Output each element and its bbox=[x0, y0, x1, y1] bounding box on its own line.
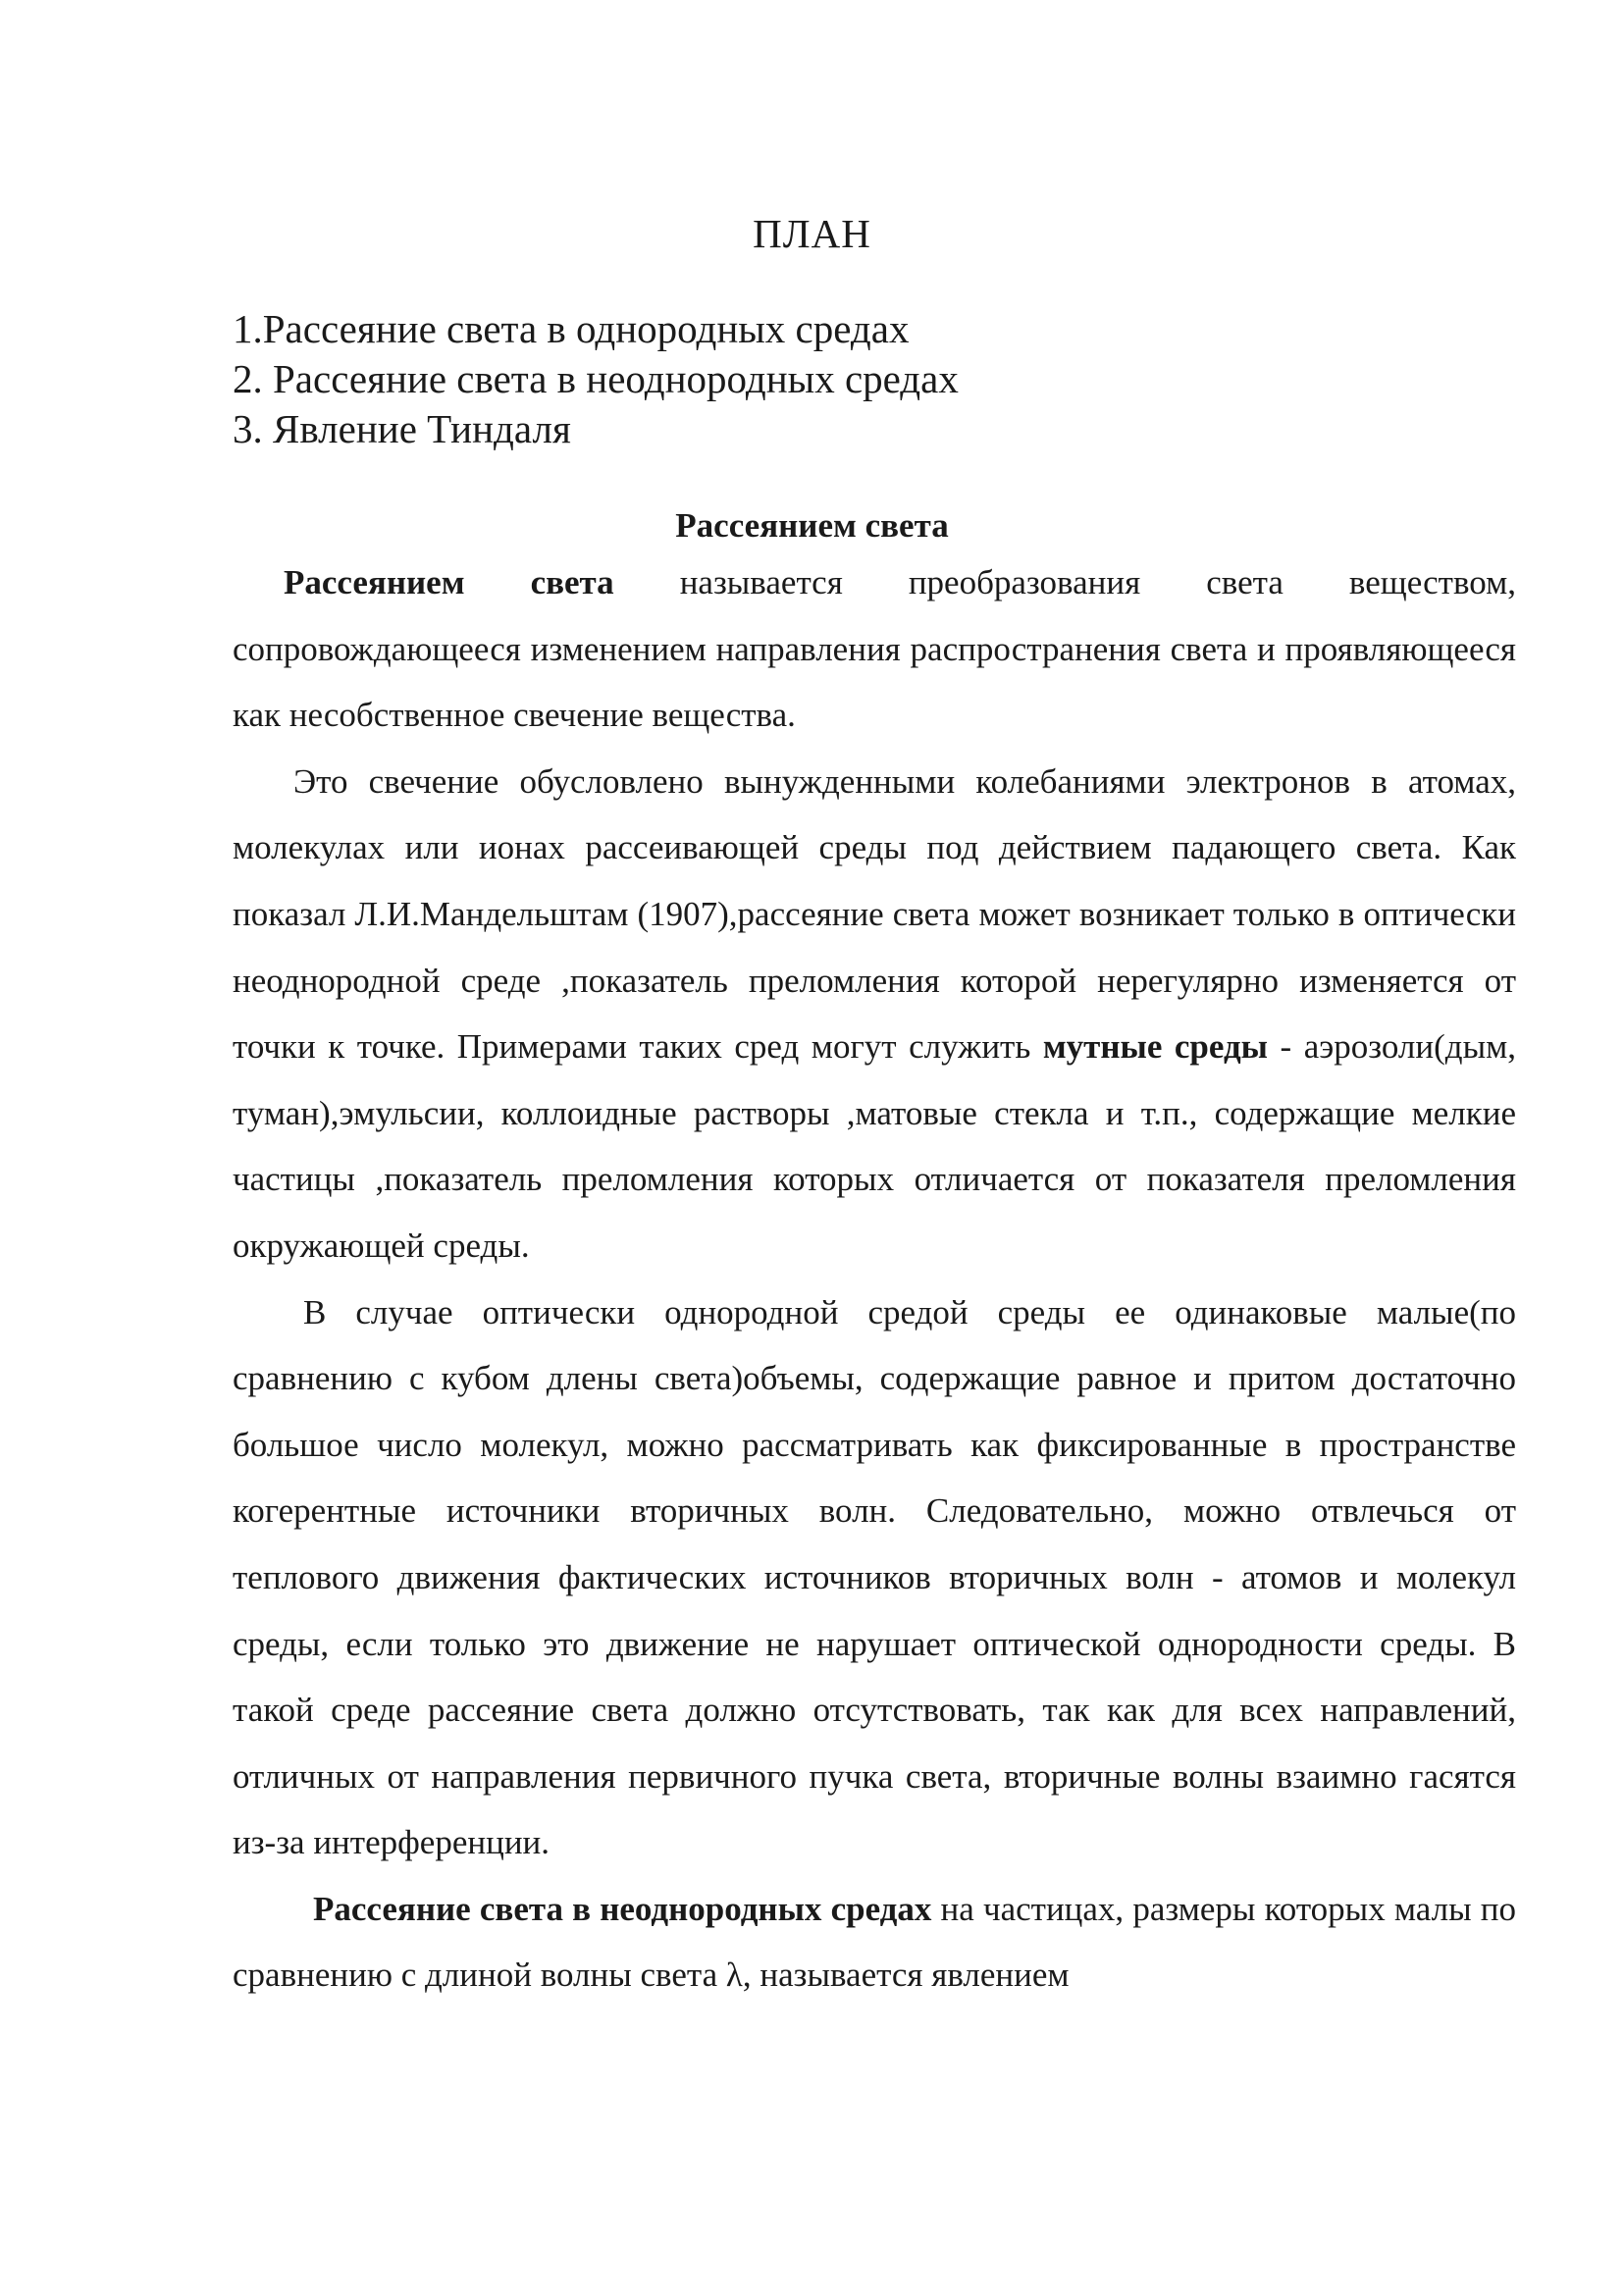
plan-list bbox=[233, 304, 959, 454]
paragraph-mechanism-text-before: Это свечение обусловлено вынужденными колебаниями электронов в атомах, молекулах или ионах рассеивающей среды под действием падающего света. Как показал Л.И.Мандельштам (1907),рассеяние света может возникает только в оптически неоднородной среде ,показатель преломления которой нерегулярно изменяется от точки к точке. Примерами таких сред могут служить bbox=[233, 761, 1516, 1067]
paragraph-inhomogeneous-term: Рассеяние света в неоднородных средах bbox=[313, 1889, 932, 1928]
paragraph-definition bbox=[233, 549, 1516, 749]
section-heading: Рассеянием света bbox=[675, 506, 949, 545]
paragraph-definition-term: Рассеянием света bbox=[284, 563, 614, 601]
paragraph-definition-text: называется преобразования света веществом, сопровождающееся изменением направления распространения света и проявляющееся как несобственное свечение вещества. bbox=[233, 563, 1516, 735]
paragraph-mechanism-text-after: - аэрозоли(дым, туман),эмульсии, коллоидные растворы ,матовые стекла и т.п., содержащие мелкие частицы ,показатель преломления которых отличается от показателя преломления окружающей среды. bbox=[233, 1027, 1516, 1265]
body-text bbox=[233, 549, 1516, 2009]
plan-item-3: 3. Явление Тиндаля bbox=[233, 406, 571, 451]
plan-item-2: 2. Рассеяние света в неоднородных средах bbox=[233, 356, 959, 401]
paragraph-mechanism-term: мутные среды bbox=[1042, 1027, 1269, 1067]
paragraph-homogeneous: В случае оптически однородной средой среды ее одинаковые малые(по сравнению с кубом длены света)объемы, содержащие равное и притом достаточно большое число молекул, можно рассматривать как фиксированные в пространстве когерентные источники вторичных волн. Следовательно, можно отвлечься от теплового движения фактических источников вторичных волн - атомов и молекул среды, если только это движение не нарушает оптической однородности среды. В такой среде рассеяние света должно отсутствовать, так как для всех направлений, отличных от направления первичного пучка света, вторичные волны взаимно гасятся из-за интерференции. bbox=[233, 1292, 1516, 1862]
paragraph-inhomogeneous bbox=[233, 1876, 1516, 2009]
paragraph-mechanism bbox=[233, 749, 1516, 1279]
paragraph-inhomogeneous-text: на частицах, размеры которых малы по сравнению с длиной волны света λ, называется явлением bbox=[233, 1889, 1516, 1995]
plan-item-1: 1.Рассеяние света в однородных средах bbox=[233, 306, 910, 351]
plan-title: ПЛАН bbox=[753, 211, 871, 256]
